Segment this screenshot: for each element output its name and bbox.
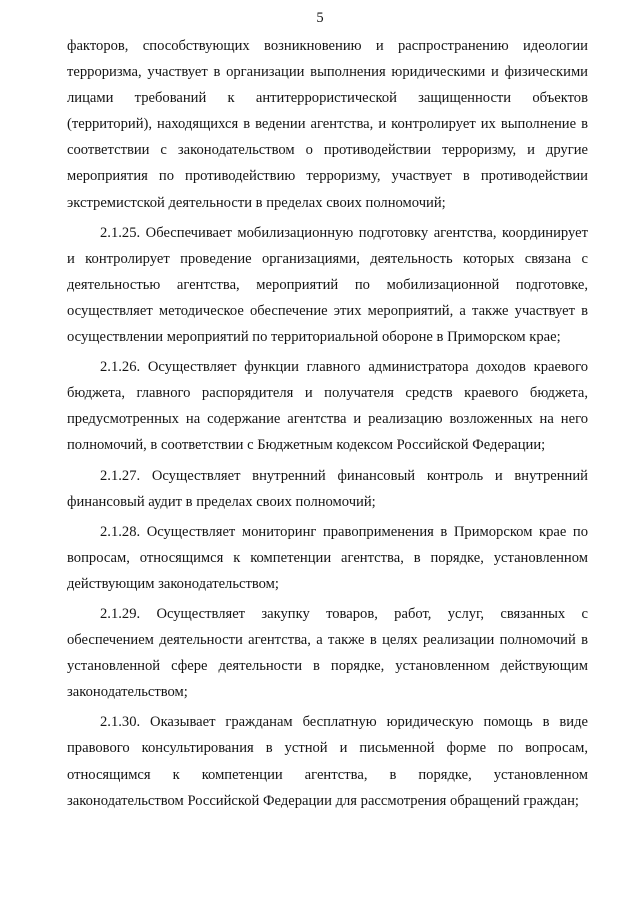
document-body (67, 33, 588, 814)
paragraph-2-1-30: 2.1.30. Оказывает гражданам бесплатную юридическую помощь в виде правового консультирования в устной и письменной форме по вопросам, относящимся к компетенции агентства, в порядке, установленном законодательством Российской Федерации для рассмотрения обращений граждан; (67, 714, 588, 809)
paragraph-2-1-29: 2.1.29. Осуществляет закупку товаров, работ, услуг, связанных с обеспечением деятельности агентства, а также в целях реализации полномочий в установленной сфере деятельности в порядке, установленном действующим законодательством; (67, 605, 588, 701)
paragraph-2-1-27: 2.1.27. Осуществляет внутренний финансовый контроль и внутренний финансовый аудит в пределах своих полномочий; (67, 467, 588, 510)
paragraph-continuation: факторов, способствующих возникновению и распространению идеологии терроризма, участвует в организации выполнения юридическими и физическими лицами требований к антитеррористической защищенности объектов (территорий), находящихся в ведении агентства, и контролирует их выполнение в соответствии с законодательством о противодействии терроризму, и другие мероприятия по противодействию терроризму, участвует в противодействии экстремистской деятельности в пределах своих полномочий; (67, 38, 588, 211)
paragraph-2-1-26: 2.1.26. Осуществляет функции главного администратора доходов краевого бюджета, главного распорядителя и получателя средств краевого бюджета, предусмотренных на содержание агентства и реализацию возложенных на него полномочий, в соответствии с Бюджетным кодексом Российской Федерации; (67, 359, 588, 454)
paragraph-2-1-28: 2.1.28. Осуществляет мониторинг правоприменения в Приморском крае по вопросам, относящимся к компетенции агентства, в порядке, установленном действующим законодательством; (67, 523, 588, 592)
page-number: 5 (316, 10, 324, 26)
paragraph-2-1-25: 2.1.25. Обеспечивает мобилизационную подготовку агентства, координирует и контролирует проведение организациями, деятельность которых связана с деятельностью агентства, мероприятий по мобилизационной подготовке, осуществляет методическое обеспечение этих мероприятий, а также участвует в осуществлении мероприятий по территориальной обороне в Приморском крае; (67, 224, 588, 346)
